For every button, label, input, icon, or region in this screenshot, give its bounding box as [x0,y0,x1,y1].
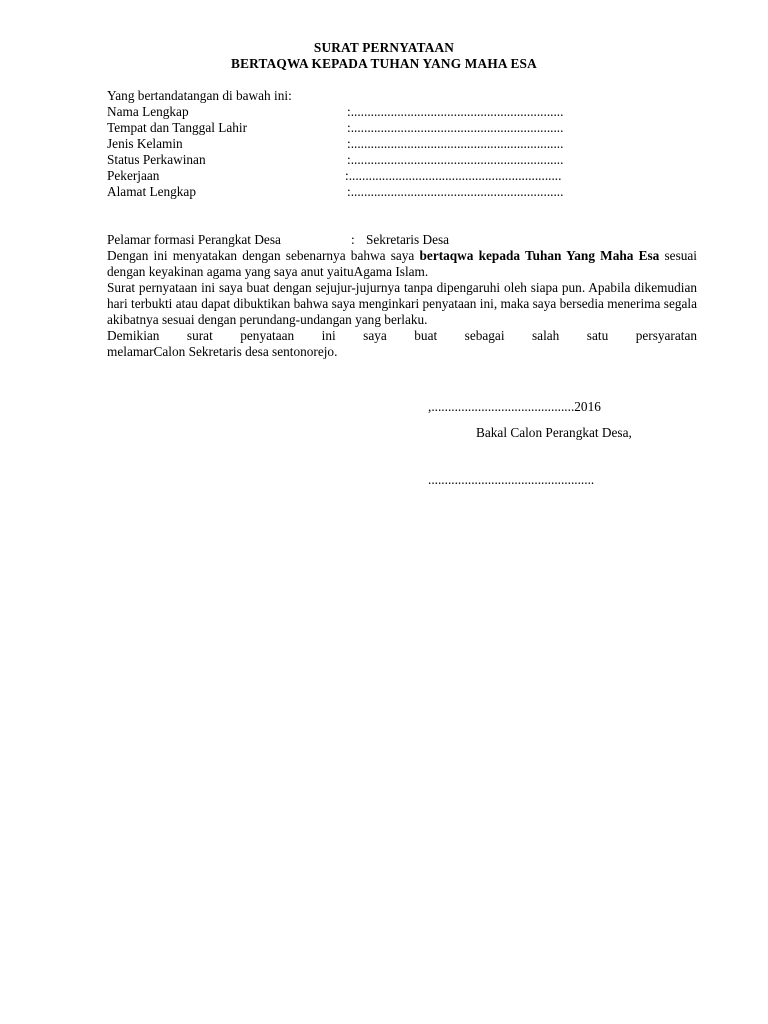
field-blank: :................................................................ [347,152,564,167]
field-label: Tempat dan Tanggal Lahir [107,120,248,135]
intro-text: Yang bertandatangan di bawah ini: [107,88,292,103]
field-blank: :................................................................ [345,168,562,183]
identity-fields [107,104,707,200]
letter-title: SURAT PERNYATAAN [313,40,455,55]
position-value: Sekretaris Desa [366,232,450,247]
paragraph-1-emphasis: bertaqwa kepada Tuhan Yang Maha Esa [419,248,660,263]
letter-subtitle: BERTAQWA KEPADA TUHAN YANG MAHA ESA [231,56,537,71]
field-label: Alamat Lengkap [107,184,196,199]
field-blank: :................................................................ [347,120,564,135]
field-blank: :................................................................ [347,136,564,151]
field-label: Pekerjaan [107,168,160,183]
signature-role: Bakal Calon Perangkat Desa, [476,425,632,440]
statement-body [107,248,697,360]
signature-date-line: ,...........................................2016 [428,399,601,414]
position-colon: : [351,232,355,247]
field-label: Jenis Kelamin [107,136,183,151]
field-row-pekerjaan [107,168,707,184]
field-blank: :................................................................ [347,104,564,119]
statement-paragraph-1 [107,248,697,280]
statement-paragraph-3-line-1: Demikian surat penyataan ini saya buat sebagai salah satu persyaratan [107,328,697,343]
statement-paragraph-2: Surat pernyataan ini saya buat dengan sejujur-jujurnya tanpa dipengaruhi oleh siapa pun. Apabila dikemudian hari terbukti atau dapat dibuktikan bahwa saya menginkari penyataan ini, maka saya bersedia menerima segala akibatnya sesuai dengan perundang-undangan yang berlaku. [107,280,697,327]
signature-name-line: .................................................. [428,472,595,487]
field-row-alamat [107,184,707,200]
field-label: Status Perkawinan [107,152,206,167]
field-row-jenis-kelamin [107,136,707,152]
field-blank: :................................................................ [347,184,564,199]
field-label: Nama Lengkap [107,104,189,119]
field-row-status-perkawinan [107,152,707,168]
paragraph-1-text-end: sesuai dengan keyakinan agama yang saya anut yaituAgama Islam. [107,248,697,279]
field-row-nama [107,104,707,120]
statement-paragraph-3-line-2: melamarCalon Sekretaris desa sentonorejo. [107,344,338,359]
position-label: Pelamar formasi Perangkat Desa [107,232,281,247]
paragraph-1-text: Dengan ini menyatakan dengan sebenarnya bahwa saya [107,248,420,263]
field-row-tempat-tanggal-lahir [107,120,707,136]
